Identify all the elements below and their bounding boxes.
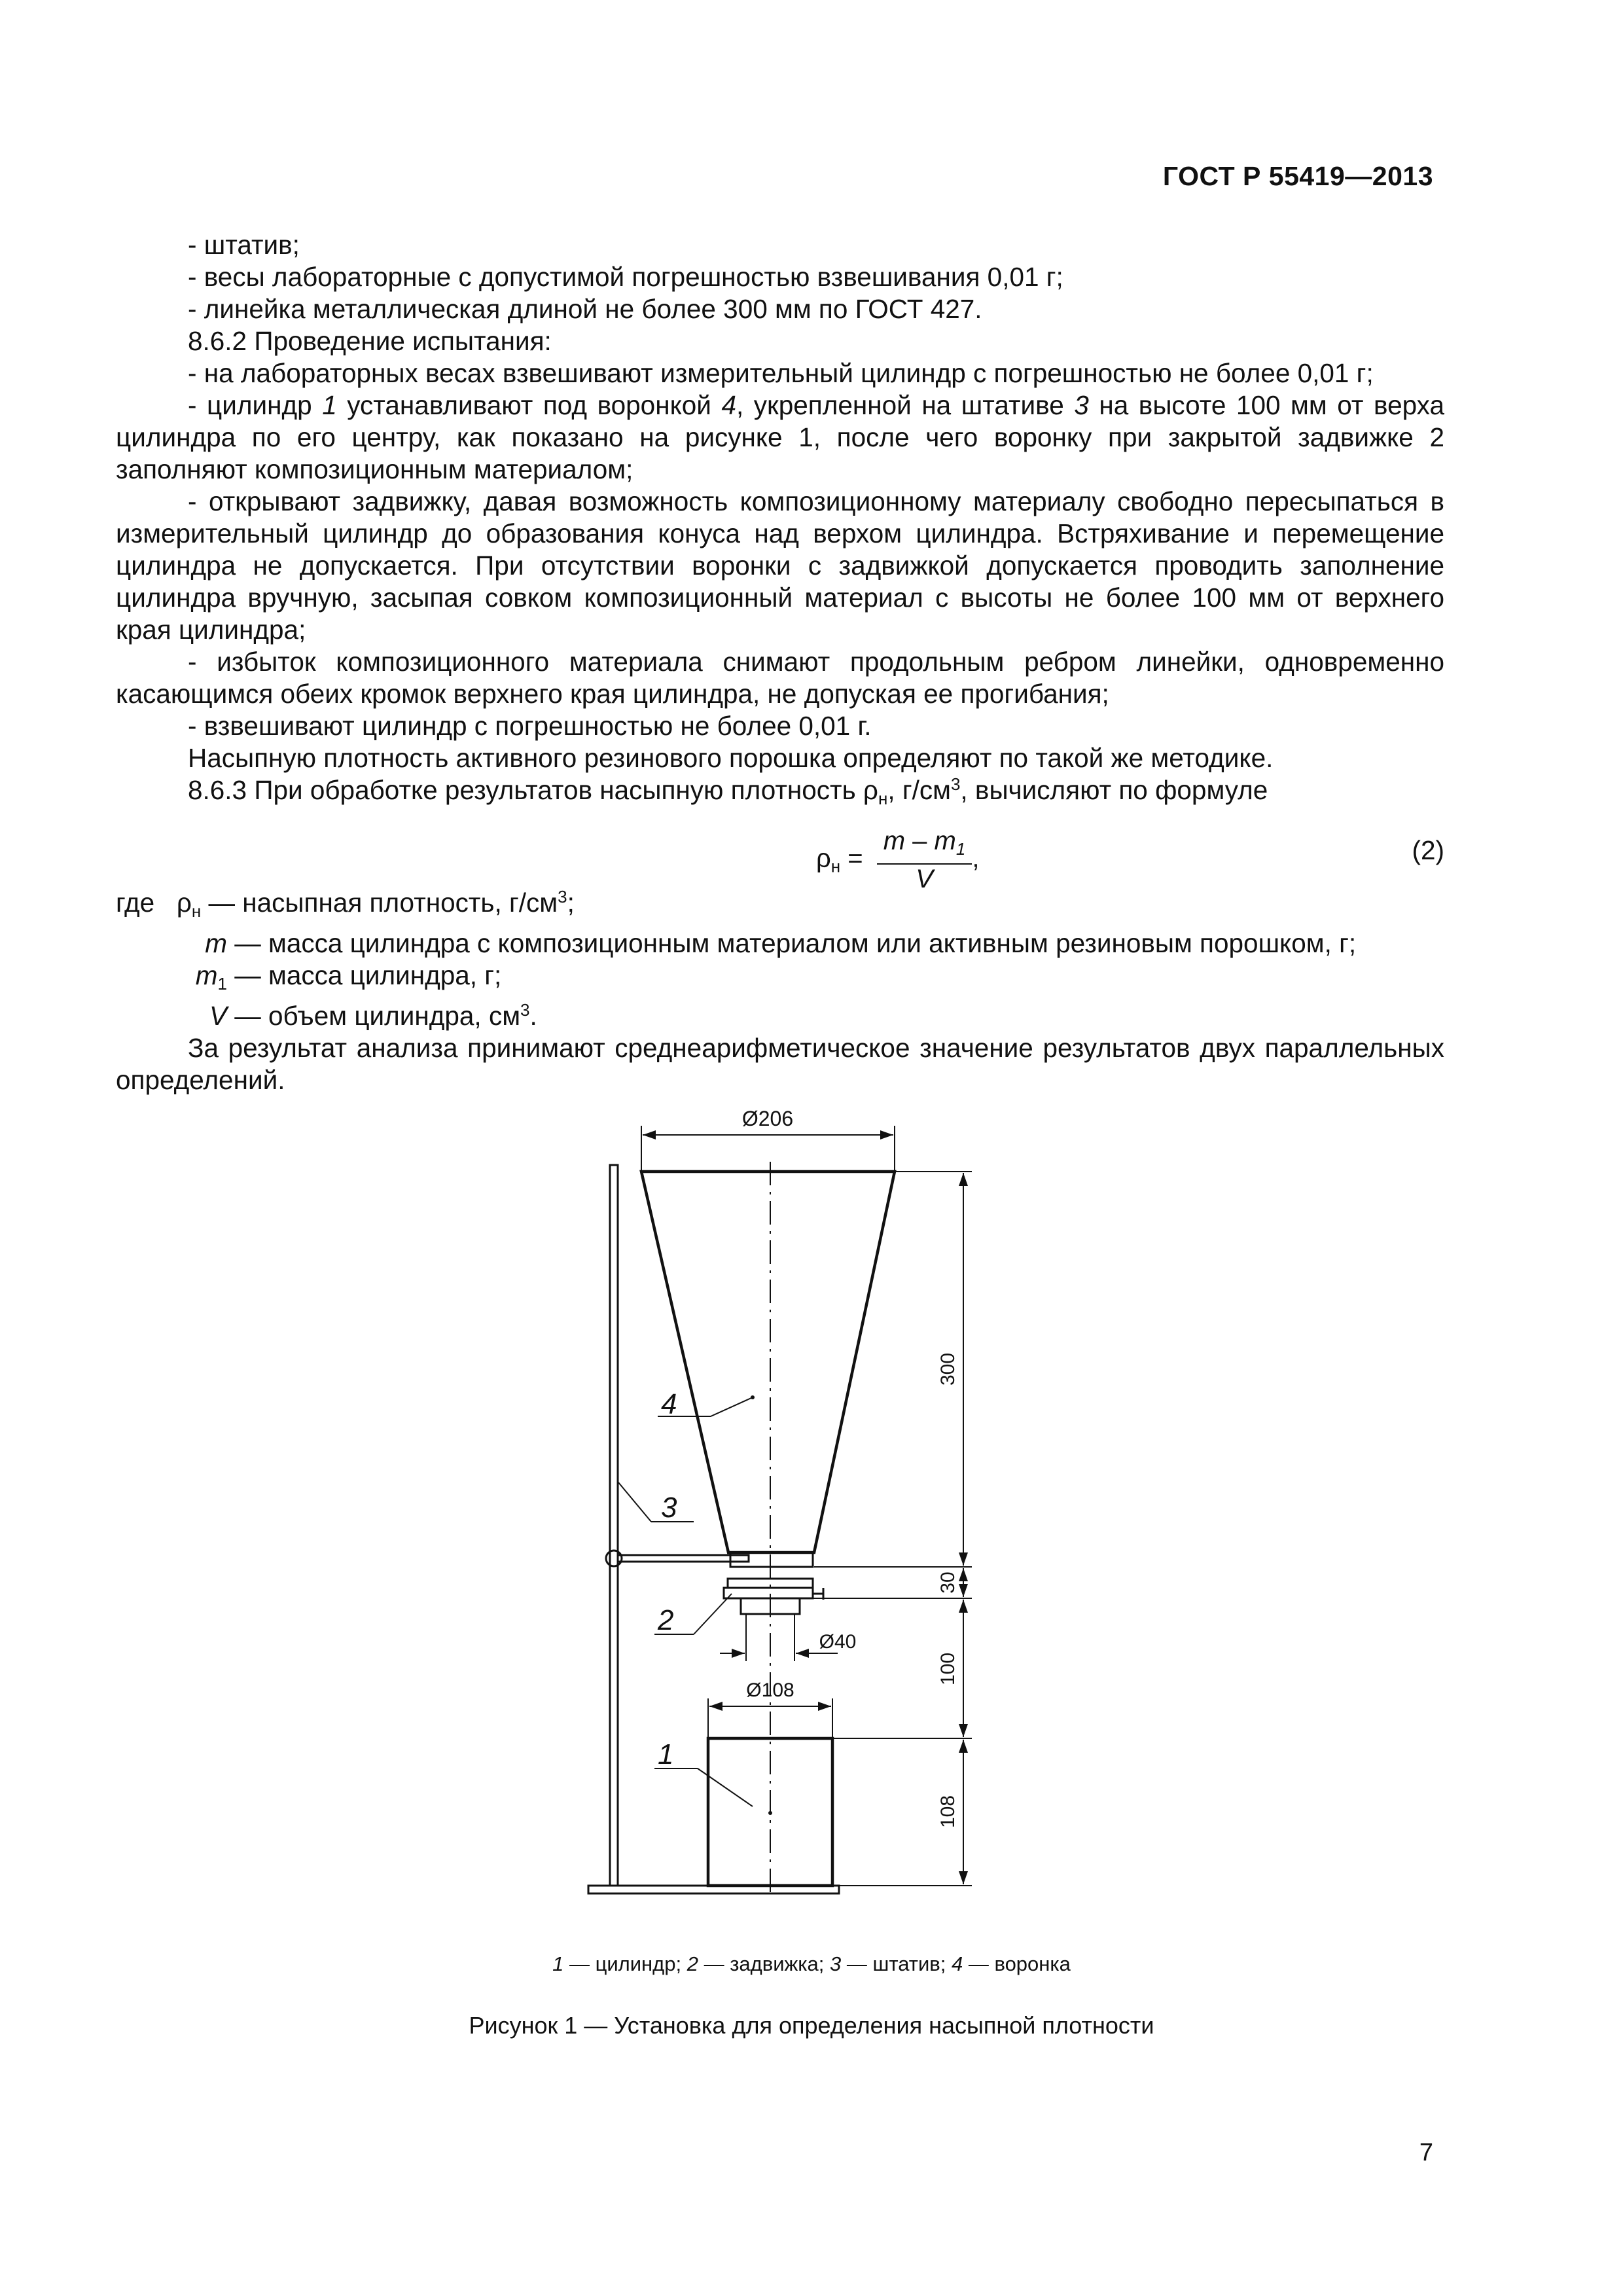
document-header: ГОСТ Р 55419—2013: [1162, 161, 1433, 191]
definitions: [116, 887, 1444, 1032]
dim-40-label: Ø40: [819, 1631, 857, 1653]
definition-v: V — объем цилиндра, $см^3$.: [209, 1000, 537, 1031]
section-heading: 8.6.2 Проведение испытания:: [188, 326, 552, 356]
conclusion-paragraph: За результат анализа принимают среднеарифметическое значение результатов двух параллельных определений.: [116, 1033, 1444, 1095]
dim-30-label: 30: [937, 1571, 959, 1594]
definition-m: m — масса цилиндра с композиционным материалом или активным резиновым порошком, г;: [205, 928, 1357, 958]
list-item: - штатив;: [188, 230, 300, 260]
figure-setup: [563, 1086, 1021, 1937]
body-text: [116, 229, 1444, 1096]
figure-legend: 1 — цилиндр; 2 — задвижка; 3 — штатив; 4 — воронка: [552, 1952, 1071, 1975]
page-number: 7: [1419, 2139, 1433, 2166]
stand-rod: [610, 1165, 618, 1886]
step-item: - на лабораторных весах взвешивают измерительный цилиндр с погрешностью не более 0,01 г;: [188, 358, 1374, 388]
setup-drawing: [563, 1086, 1021, 1937]
funnel: [641, 1172, 895, 1552]
callout-3: 3: [661, 1492, 677, 1524]
callout-2: 2: [658, 1604, 674, 1636]
stand-clamp-arm: [618, 1555, 749, 1562]
definition-m1: $m_1$ — масса цилиндра, г;: [195, 960, 502, 994]
paragraph: Насыпную плотность активного резинового порошка определяют по такой же методике.: [188, 743, 1274, 773]
list-item: - весы лабораторные с допустимой погрешностью взвешивания 0,01 г;: [188, 262, 1063, 292]
formula-number: (2): [1412, 835, 1444, 865]
callout-1: 1: [658, 1738, 674, 1770]
step-item: - открывают задвижку, давая возможность композиционному материалу свободно пересыпаться в измерительный цилиндр до образования конуса над верхом цилиндра. Встряхивание и перемещение цилиндра не допускается. При отсутствии воронки с задвижкой допускается проводить заполнение цилиндра вручную, засыпая совком композиционный материал с высоты не более 100 мм от верхнего края цилиндра;: [116, 486, 1444, 645]
formula: $\rho_н$ = $\frac{m - m_1}{V}$ ,: [816, 827, 980, 893]
dim-300-label: 300: [937, 1352, 959, 1386]
callout-4: 4: [661, 1388, 677, 1420]
dim-100-label: 100: [937, 1652, 959, 1686]
gate-valve-body: [724, 1588, 813, 1598]
dim-top-label: Ø206: [741, 1107, 794, 1130]
step-item: - взвешивают цилиндр с погрешностью не более 0,01 г.: [188, 711, 872, 741]
definition-rho: где $\rho_н$ — насыпная плотность, $г/см^3$;: [116, 887, 575, 921]
fraction: $\frac{m - m_1}{V}$: [877, 827, 972, 893]
step-item: - цилиндр 1 устанавливают под воронкой 4, укрепленной на штативе 3 на высоте 100 мм от верха цилиндра по его центру, как показано на рисунке 1, после чего воронку при закрытой задвижке 2 заполняют композиционным материалом;: [116, 390, 1444, 484]
step-item: - избыток композиционного материала снимают продольным ребром линейки, одновременно касающимся обеих кромок верхнего края цилиндра, не допуская ее прогибания;: [116, 647, 1444, 709]
dim-108v-label: 108: [937, 1795, 959, 1829]
section-paragraph: 8.6.3 При обработке результатов насыпную плотность $\rho_н$, $г/см^3$, вычисляют по формуле: [188, 774, 1268, 808]
list-item: - линейка металлическая длиной не более 300 мм по ГОСТ 427.: [188, 294, 982, 324]
formula-block: [116, 815, 1444, 893]
clamp-knob: [606, 1551, 622, 1566]
dim-108-label: Ø108: [746, 1679, 794, 1701]
figure-caption: Рисунок 1 — Установка для определения насыпной плотности: [469, 2012, 1154, 2039]
